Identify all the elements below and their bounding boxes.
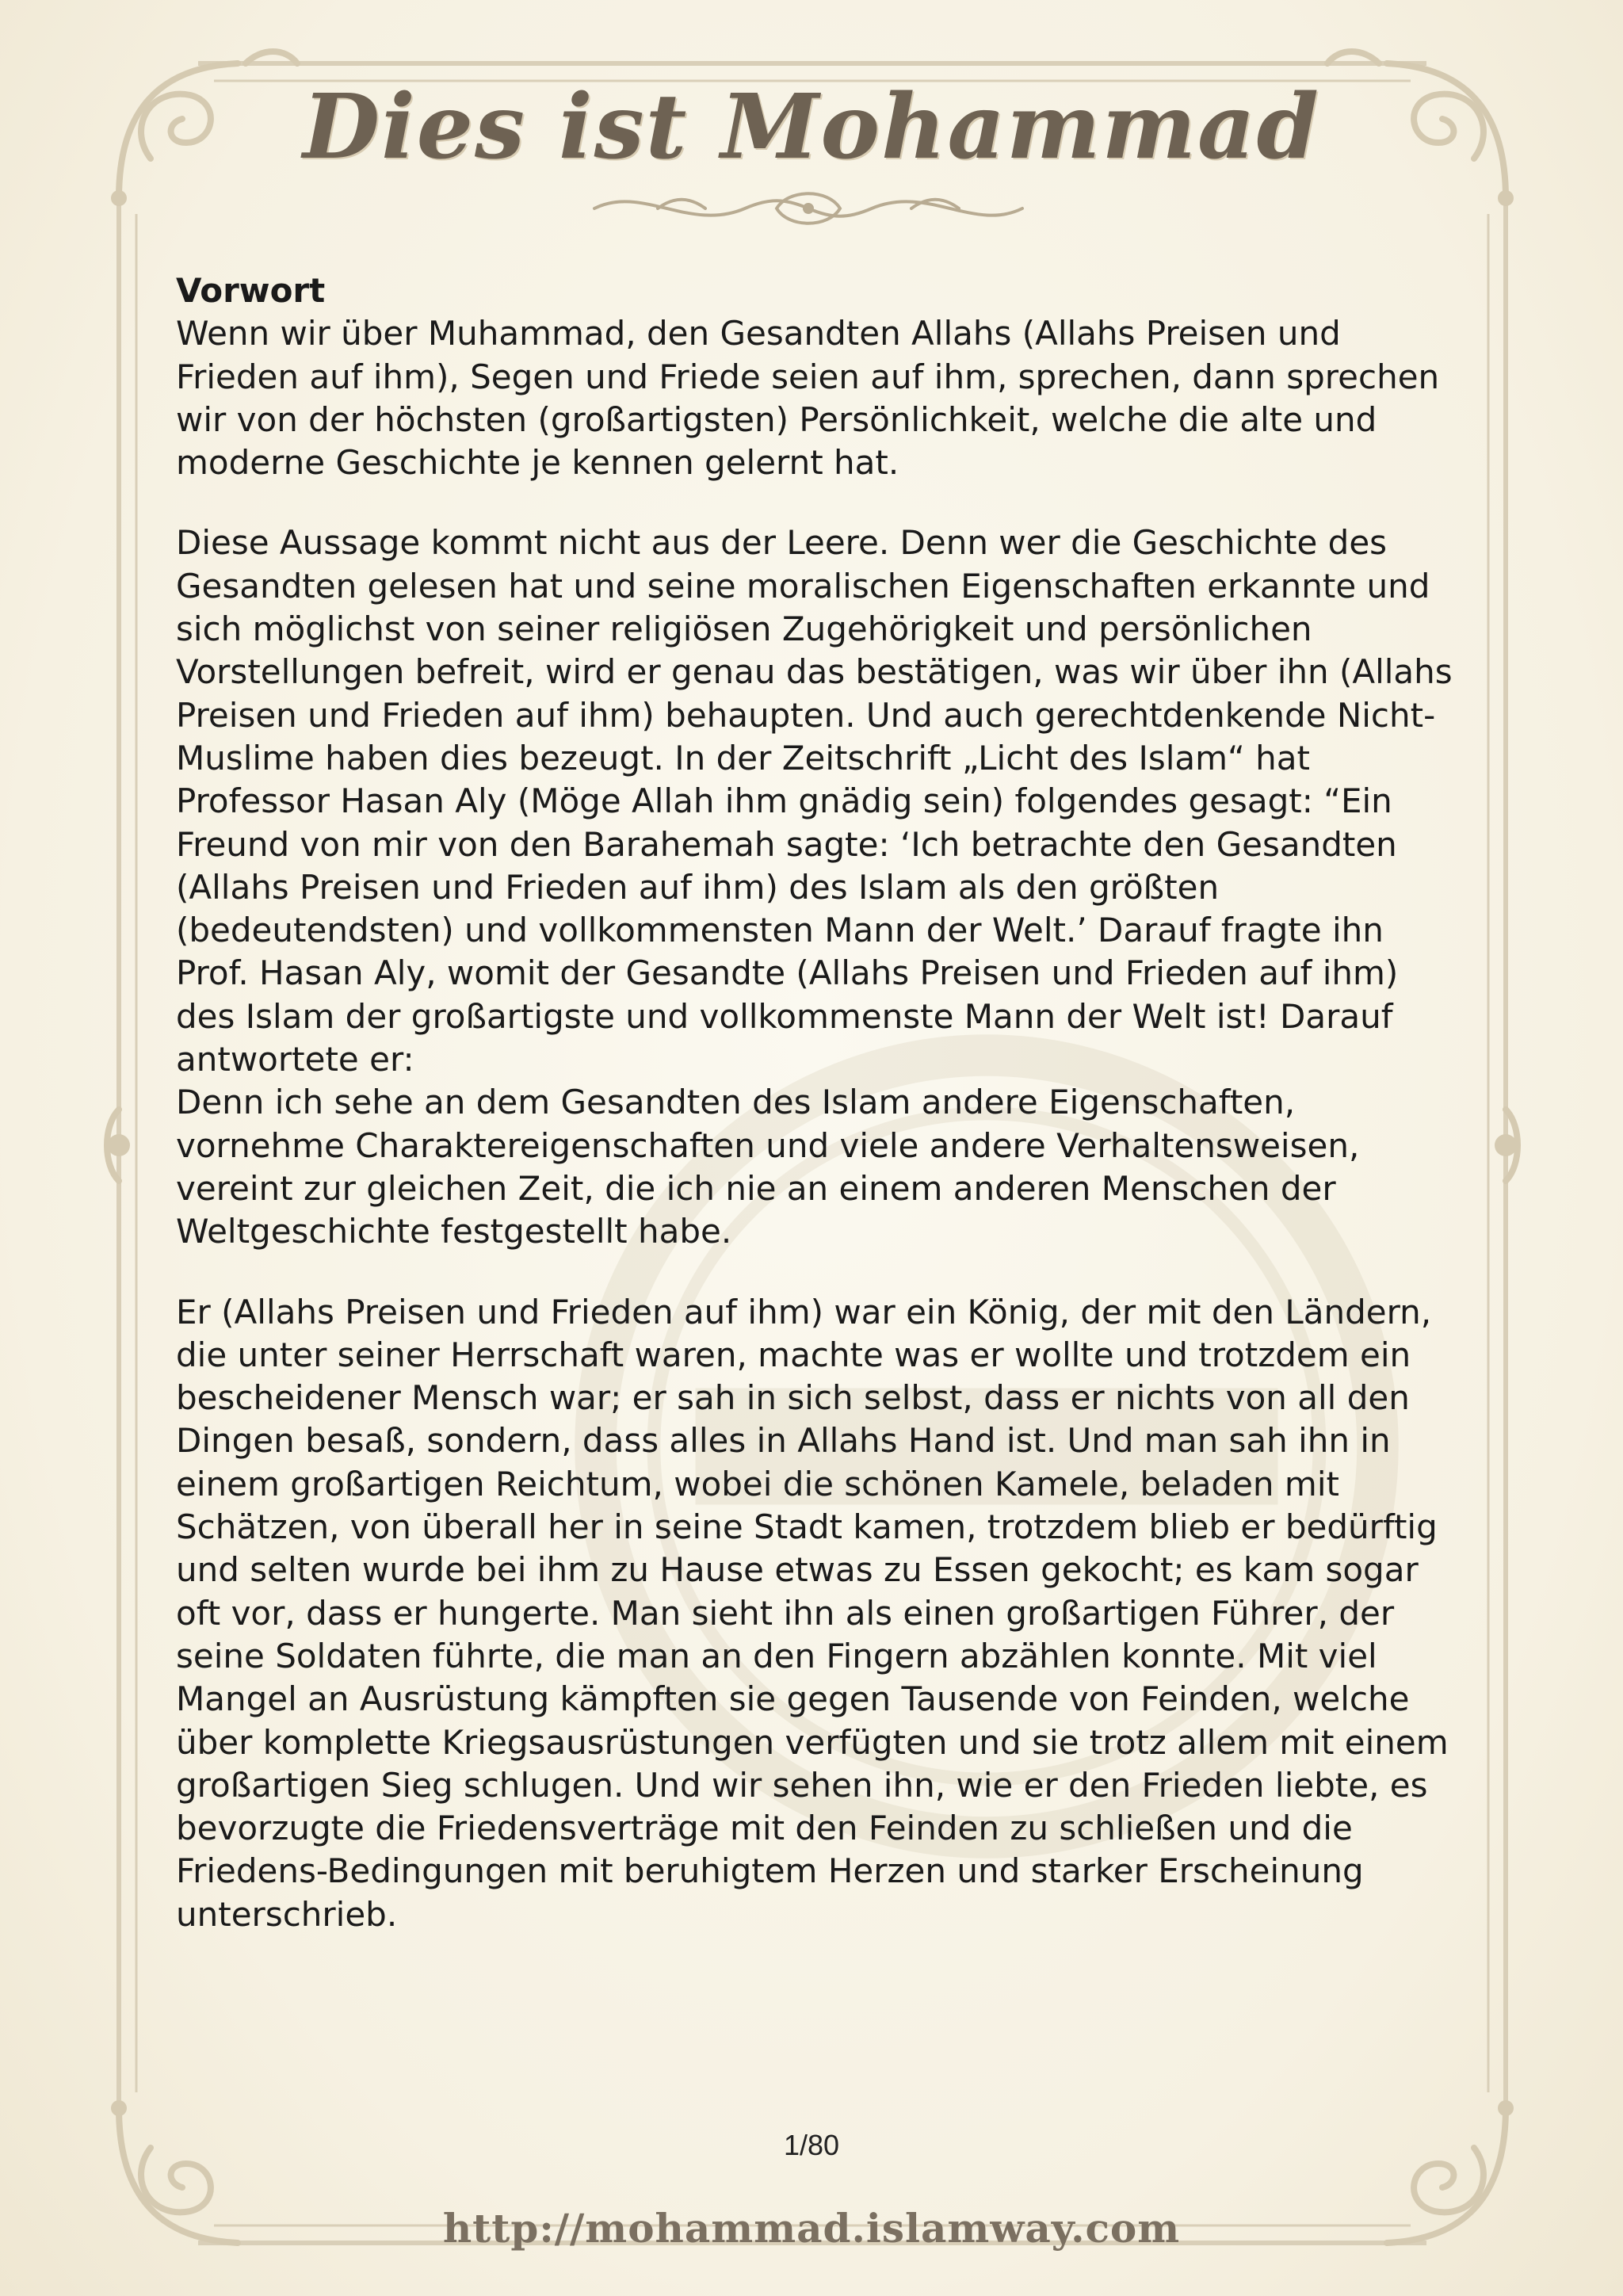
title-flourish-ornament (586, 181, 1030, 236)
paragraph-spacer (176, 484, 1460, 521)
paragraph-testimony: Diese Aussage kommt nicht aus der Leere. Denn wer die Geschichte des Gesandten gelesen hat und seine moralischen Eigenschaften erkannte und sich möglichst von seiner religiösen Zugehörigkeit und persönlichen Vorstellungen befreit, wird er genau das bestätigen, was wir über ihn (Allahs Preisen und Frieden auf ihm) behaupten. Und auch gerechtdenkende Nicht-Muslime haben dies bezeugt. In der Zeitschrift „Licht des Islam“ hat Professor Hasan Aly (Möge Allah ihm gnädig sein) folgendes gesagt: “Ein Freund von mir von den Barahemah sagte: ‘Ich betrachte den Gesandten (Allahs Preisen und Frieden auf ihm) des Islam als den größten (bedeutendsten) und vollkommensten Mann der Welt.’ Darauf fragte ihn Prof. Hasan Aly, womit der Gesandte (Allahs Preisen und Frieden auf ihm) des Islam der großartigste und vollkommenste Mann der Welt ist! Darauf antwortete er: (176, 523, 1453, 1079)
page-title: Dies ist Mohammad (303, 75, 1320, 179)
paragraph-answer: Denn ich sehe an dem Gesandten des Islam andere Eigenschaften, vornehme Charaktereigenschaften und viele andere Verhaltensweisen, vereint zur gleichen Zeit, die ich nie an einem anderen Menschen der Weltgeschichte festgestellt habe. (176, 1083, 1360, 1251)
page-number: 1/80 (783, 2129, 840, 2161)
paragraph-intro: Wenn wir über Muhammad, den Gesandten Allahs (Allahs Preisen und Frieden auf ihm), Segen und Friede seien auf ihm, sprechen, dann sprechen wir von der höchsten (großartigsten) Persönlichkeit, welche die alte und moderne Geschichte je kennen gelernt hat. (176, 314, 1440, 483)
footer-url: http://mohammad.islamway.com (442, 2205, 1181, 2252)
paragraph-king: Er (Allahs Preisen und Frieden auf ihm) war ein König, der mit den Ländern, die unter seiner Herrschaft waren, machte was er wollte und trotzdem ein bescheidener Mensch war; er sah in sich selbst, dass er nichts von all den Dingen besaß, sondern, dass alles in Allahs Hand ist. Und man sah ihn in einem großartigen Reichtum, wobei die schönen Kamele, beladen mit Schätzen, von überall her in seine Stadt kamen, trotzdem blieb er bedürftig und selten wurde bei ihm zu Hause etwas zu Essen gekocht; es kam sogar oft vor, dass er hungerte. Man sieht ihn als einen großartigen Führer, der seine Soldaten führte, die man an den Fingern abzählen konnte. Mit viel Mangel an Ausrüstung kämpften sie gegen Tausende von Feinden, welche über komplette Kriegsausrüstungen verfügten und sie trotz allem mit einem großartigen Sieg schlugen. Und wir sehen ihn, wie er den Frieden liebte, es bevorzugte die Friedensverträge mit den Feinden zu schließen und die Friedens-Bedingungen mit beruhigtem Herzen und starker Erscheinung unterschrieb. (176, 1292, 1449, 1934)
article-content (176, 269, 1460, 1936)
paragraph-spacer (176, 1254, 1460, 1291)
section-heading: Vorwort (176, 271, 326, 310)
